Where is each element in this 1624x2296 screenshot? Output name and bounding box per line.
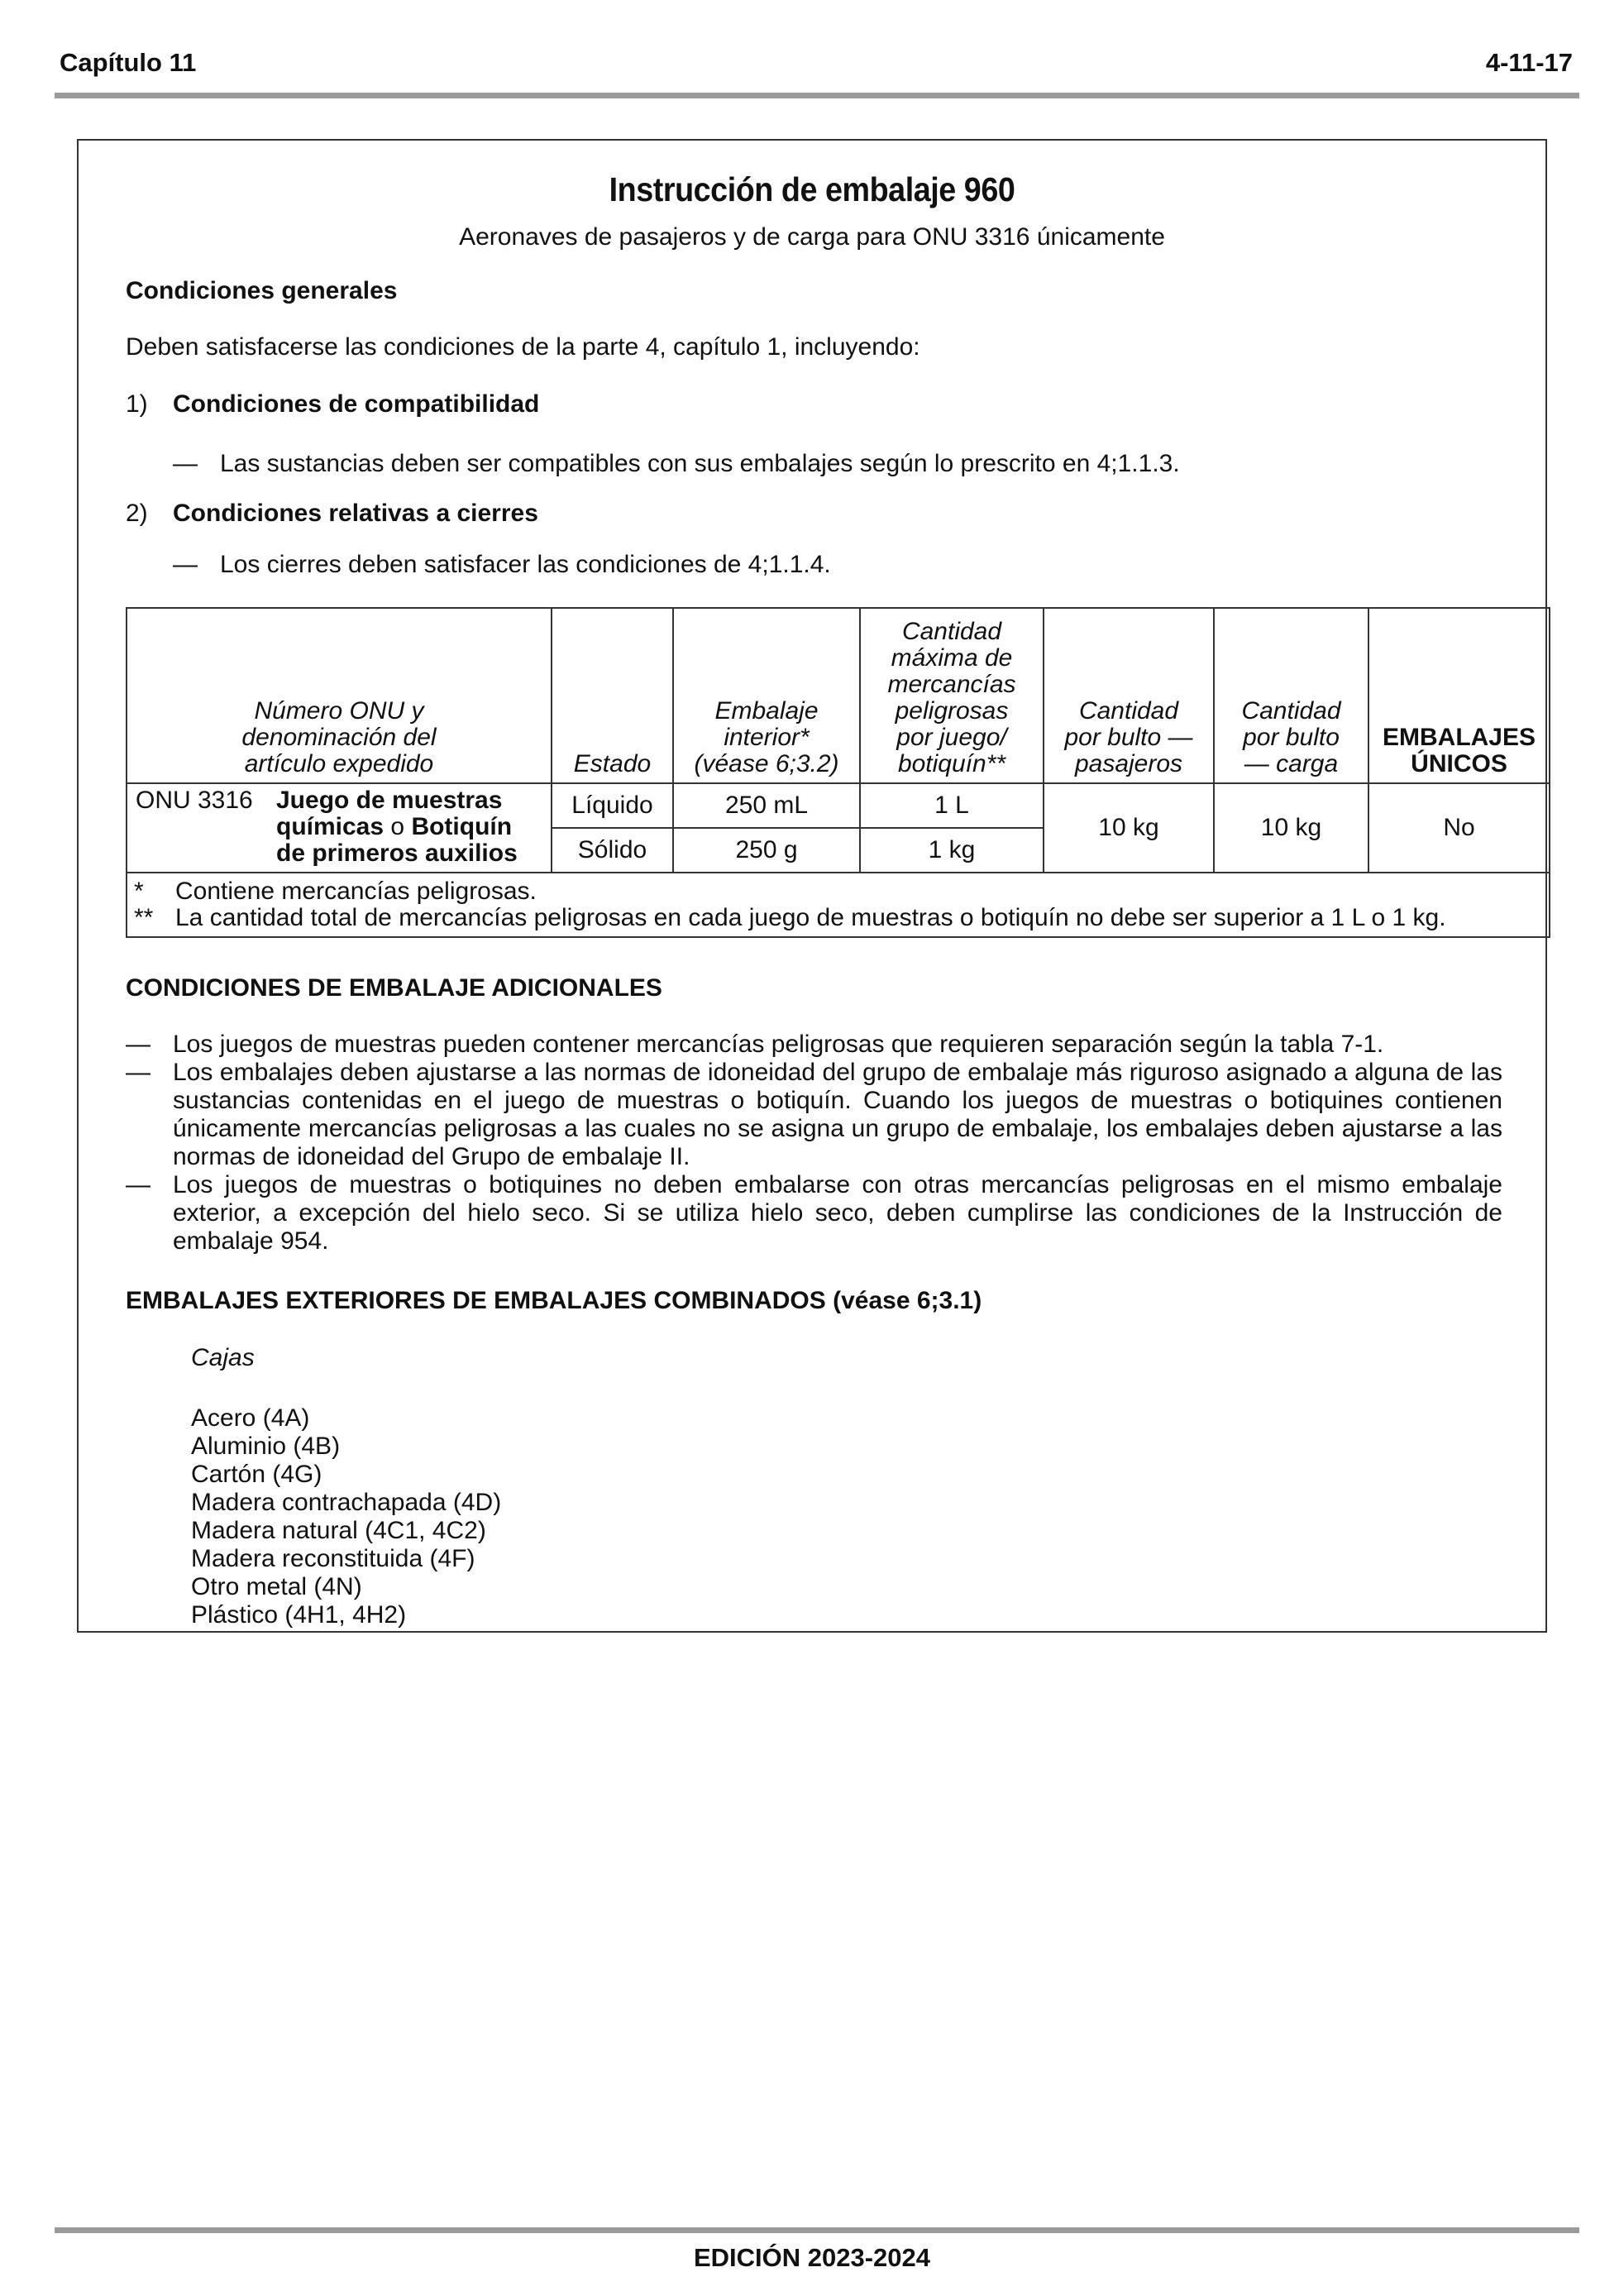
single-packagings-value: No: [1368, 783, 1550, 873]
state-liquid: Líquido: [552, 783, 673, 828]
edition-footer: EDICIÓN 2023-2024: [693, 2243, 931, 2272]
condition-2-dash: —: [173, 551, 198, 578]
outer-item: Plástico (4H1, 4H2): [191, 1601, 407, 1629]
header-single-packagings: EMBALAJES ÚNICOS: [1368, 608, 1550, 783]
outer-item: Acero (4A): [191, 1404, 310, 1432]
proper-shipping-name: Juego de muestras químicas o Botiquín de primeros auxilios: [276, 787, 518, 867]
condition-1-number: 1): [126, 390, 148, 418]
general-intro: Deben satisfacerse las condiciones de la parte 4, capítulo 1, incluyendo:: [126, 333, 920, 361]
condition-2-text: Los cierres deben satisfacer las condiciones de 4;1.1.4.: [220, 551, 831, 578]
header-un-name: Número ONU y denominación del artículo expedido: [127, 608, 552, 783]
page-number: 4-11-17: [1485, 48, 1573, 77]
cargo-quantity: 10 kg: [1214, 783, 1368, 873]
packing-instruction-box: [77, 139, 1547, 1633]
footer-rule: [55, 2227, 1579, 2233]
condition-1-heading: Condiciones de compatibilidad: [173, 390, 540, 418]
header-inner-packaging: Embalaje interior* (véase 6;3.2): [673, 608, 860, 783]
condition-1-text: Las sustancias deben ser compatibles con sus embalajes según lo prescrito en 4;1.1.3.: [220, 450, 1180, 477]
header-cargo-quantity: Cantidad por bulto — carga: [1214, 608, 1368, 783]
additional-item-3: — Los juegos de muestras o botiquines no deben embalarse con otras mercancías peligrosas en el mismo embalaje exterior, a excepción del hielo seco. Si se utiliza hielo seco, deben cumplirse las condiciones de la Instrucción de embalaje 954.: [126, 1171, 1502, 1255]
outer-item: Madera contrachapada (4D): [191, 1489, 502, 1516]
outer-item: Madera reconstituida (4F): [191, 1545, 475, 1572]
additional-item-1: — Los juegos de muestras pueden contener mercancías peligrosas que requieren separación según la tabla 7-1.: [126, 1031, 1384, 1058]
chapter-label: Capítulo 11: [60, 48, 197, 77]
outer-item: Aluminio (4B): [191, 1433, 341, 1460]
outer-item: Cartón (4G): [191, 1461, 322, 1488]
header-state: Estado: [552, 608, 673, 783]
additional-conditions-list: [126, 1031, 1502, 1256]
additional-item-2: — Los embalajes deben ajustarse a las normas de idoneidad del grupo de embalaje más riguroso asignado a alguna de las sustancias contenidas en el juego de muestras o botiquín. Cuando los juegos de muestras o botiquines contienen únicamente mercancías peligrosas a las cuales no se asigna un grupo de embalaje, los embalajes deben ajustarse a las normas de idoneidad del Grupo de embalaje II.: [126, 1059, 1502, 1170]
general-heading: Condiciones generales: [126, 277, 398, 304]
condition-2-number: 2): [126, 500, 148, 527]
quantity-table: [126, 607, 1550, 938]
un-number: ONU 3316: [136, 787, 253, 814]
outer-category-boxes: Cajas: [191, 1344, 255, 1371]
page-header: [55, 48, 1578, 88]
outer-item: Otro metal (4N): [191, 1573, 362, 1600]
passenger-quantity: 10 kg: [1044, 783, 1214, 873]
max-liquid: 1 L: [860, 783, 1044, 828]
state-solid: Sólido: [552, 828, 673, 873]
additional-heading: CONDICIONES DE EMBALAJE ADICIONALES: [126, 974, 662, 1002]
outer-packagings-heading: EMBALAJES EXTERIORES DE EMBALAJES COMBINADOS (véase 6;3.1): [126, 1287, 982, 1314]
max-solid: 1 kg: [860, 828, 1044, 873]
header-passenger-quantity: Cantidad por bulto — pasajeros: [1044, 608, 1214, 783]
inner-liquid: 250 mL: [673, 783, 860, 828]
table-notes: [127, 873, 1550, 937]
condition-1-dash: —: [173, 450, 198, 477]
header-max-quantity: Cantidad máxima de mercancías peligrosas por juego/ botiquín**: [860, 608, 1044, 783]
outer-packagings-list: [191, 1404, 501, 1629]
outer-item: Madera natural (4C1, 4C2): [191, 1517, 486, 1544]
note-2: ** La cantidad total de mercancías peligrosas en cada juego de muestras o botiquín no debe ser superior a 1 L o 1 kg.: [134, 904, 1446, 931]
inner-solid: 250 g: [673, 828, 860, 873]
header-rule: [55, 93, 1579, 98]
page-title: Instrucción de embalaje 960: [609, 170, 1015, 208]
note-1: * Contiene mercancías peligrosas.: [134, 878, 537, 905]
page-subtitle: Aeronaves de pasajeros y de carga para ONU 3316 únicamente: [459, 223, 1165, 251]
un-entry-cell: [127, 783, 552, 873]
condition-2-heading: Condiciones relativas a cierres: [173, 500, 538, 527]
